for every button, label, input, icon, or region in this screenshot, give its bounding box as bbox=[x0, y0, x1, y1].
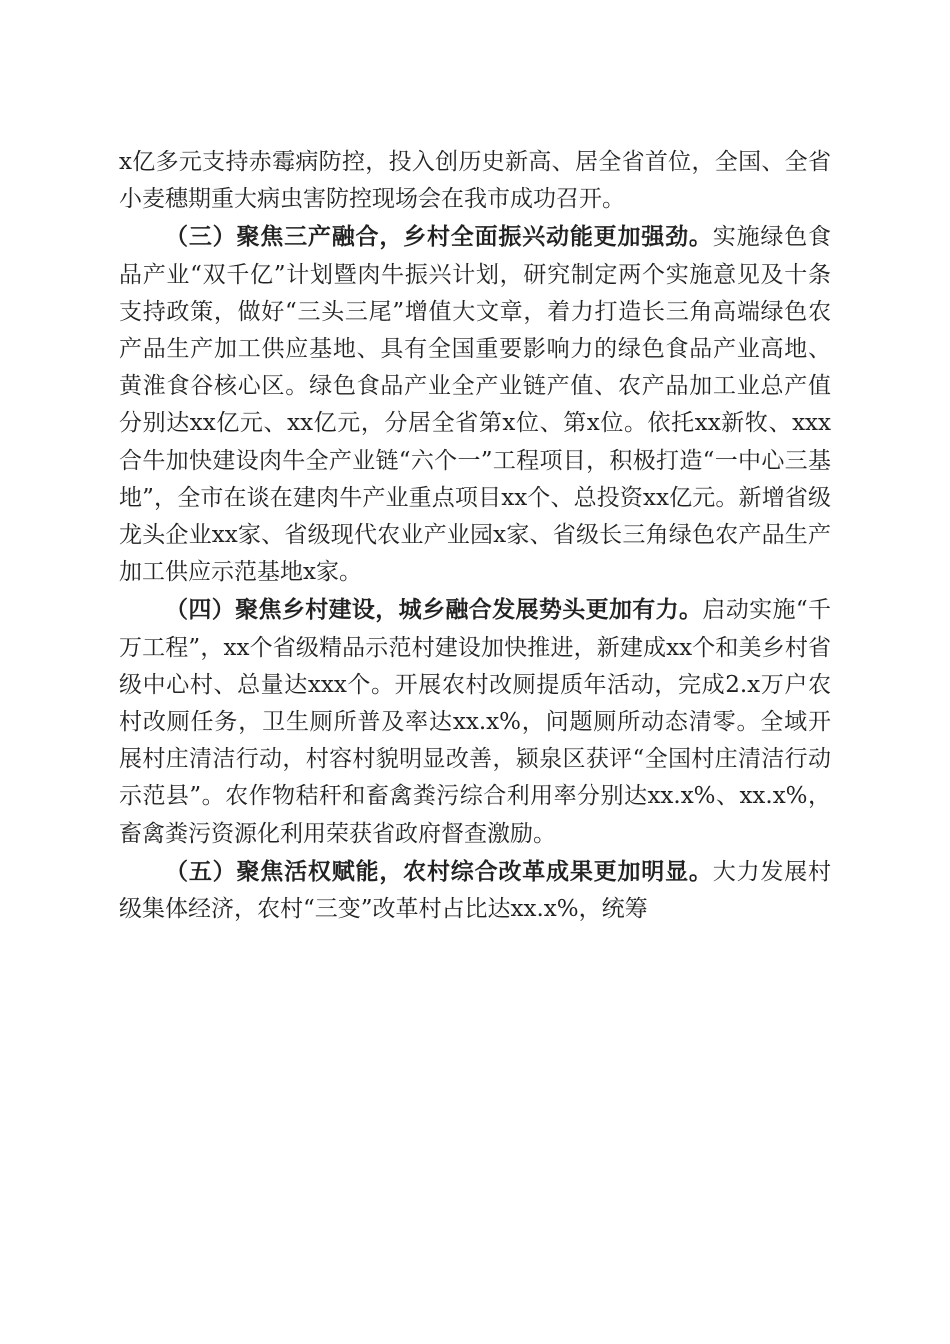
section-3-body: 实施绿色食品产业“双千亿”计划暨肉牛振兴计划，研究制定两个实施意见及十条支持政策，做好“三头三尾”增值大文章，着力打造长三角高端绿色农产品生产加工供应基地、具有全国重要影响力的绿色食品产业高地、黄淮食谷核心区。绿色食品产业全产业链产值、农产品加工业总产值分别达xx亿元、xx亿元，分居全省第x位、第x位。依托xx新牧、xxx合牛加快建设肉牛全产业链“六个一”工程项目，积极打造“一中心三基地”，全市在谈在建肉牛产业重点项目xx个、总投资xx亿元。新增省级龙头企业xx家、省级现代农业产业园x家、省级长三角绿色农产品生产加工供应示范基地x家。 bbox=[119, 224, 832, 586]
section-5-body: 大力发展村级集体经济，农村“三变”改革村占比达xx.x%，统筹 bbox=[119, 858, 832, 923]
paragraph-4 bbox=[119, 853, 831, 928]
paragraph-2 bbox=[119, 218, 831, 591]
paragraph-3 bbox=[119, 591, 831, 852]
document-page bbox=[119, 144, 831, 928]
paragraph-1: x亿多元支持赤霉病防控，投入创历史新高、居全省首位，全国、全省小麦穗期重大病虫害防控现场会在我市成功召开。 bbox=[119, 149, 831, 213]
section-5-heading: （五）聚焦活权赋能，农村综合改革成果更加明显。 bbox=[165, 857, 713, 885]
section-4-body: 启动实施“千万工程”，xx个省级精品示范村建设加快推进，新建成xx个和美乡村省级中心村、总量达xxx个。开展农村改厕提质年活动，完成2.x万户农村改厕任务，卫生厕所普及率达xx.x%，问题厕所动态清零。全域开展村庄清洁行动，村容村貌明显改善，颍泉区获评“全国村庄清洁行动示范县”。农作物秸秆和畜禽粪污综合利用率分别达xx.x%、xx.x%，畜禽粪污资源化利用荣获省政府督查激励。 bbox=[119, 597, 832, 847]
section-4-heading: （四）聚焦乡村建设，城乡融合发展势头更加有力。 bbox=[165, 596, 703, 624]
section-3-heading: （三）聚焦三产融合，乡村全面振兴动能更加强劲。 bbox=[165, 223, 713, 251]
